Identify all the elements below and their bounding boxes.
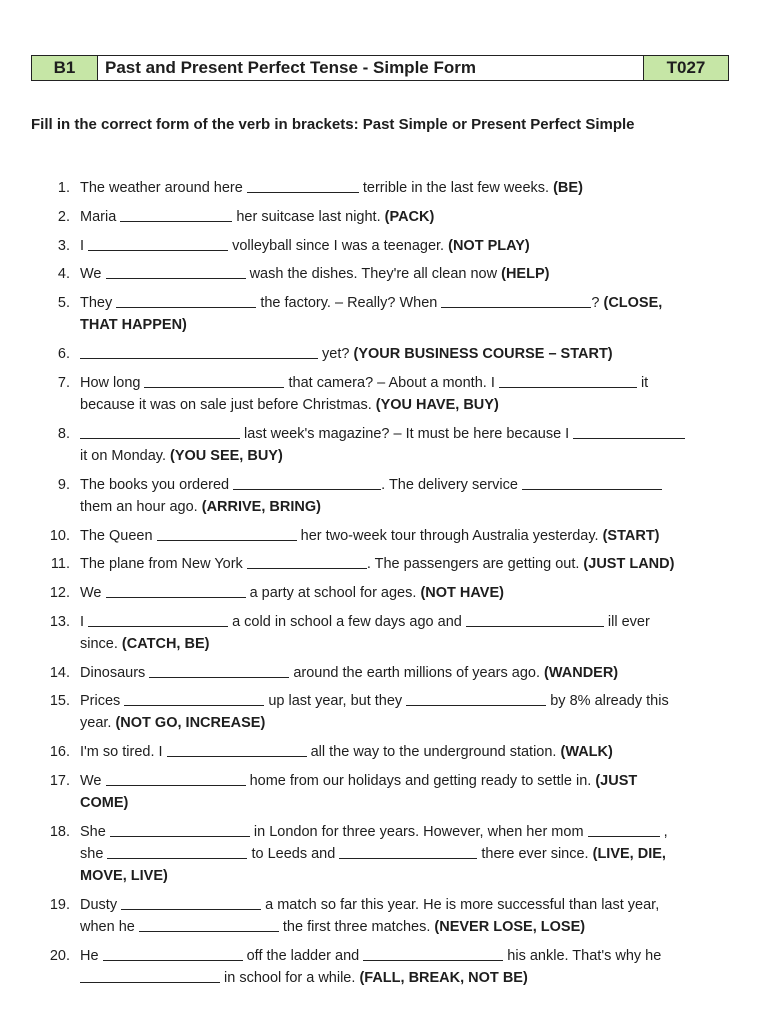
verb-hint: (PACK) [384, 209, 435, 225]
verb-hint: (WANDER) [544, 665, 619, 681]
answer-blank[interactable] [110, 822, 250, 837]
answer-blank[interactable] [120, 207, 232, 222]
answer-blank[interactable] [588, 822, 660, 837]
answer-blank[interactable] [466, 612, 604, 627]
item-number: 9. [57, 477, 70, 493]
item-number: 16. [49, 744, 70, 760]
worksheet-header-table [31, 55, 729, 81]
verb-hint: (NOT HAVE) [420, 585, 504, 601]
verb-hint: (NEVER LOSE, LOSE) [434, 919, 586, 935]
item-number: 17. [49, 773, 70, 789]
answer-blank[interactable] [124, 691, 264, 706]
item-number: 11. [50, 556, 70, 572]
item-number: 3. [57, 238, 70, 254]
answer-blank[interactable] [80, 968, 220, 983]
answer-blank[interactable] [107, 844, 247, 859]
worksheet-code: T027 [644, 56, 728, 80]
answer-blank[interactable] [106, 583, 246, 598]
verb-hint: (NOT GO, INCREASE) [115, 715, 266, 731]
answer-blank[interactable] [149, 663, 289, 678]
item-number: 4. [57, 266, 70, 282]
answer-blank[interactable] [80, 344, 318, 359]
item-number: 10. [49, 528, 70, 544]
answer-blank[interactable] [106, 771, 246, 786]
verb-hint: MOVE, LIVE) [80, 868, 168, 884]
item-number: 19. [49, 897, 70, 913]
verb-hint: (JUST LAND) [583, 556, 675, 572]
item-number: 7. [57, 375, 70, 391]
answer-blank[interactable] [406, 691, 546, 706]
verb-hint: (BE) [553, 180, 583, 196]
verb-hint: (WALK) [560, 744, 613, 760]
item-number: 13. [49, 614, 70, 630]
answer-blank[interactable] [139, 917, 279, 932]
item-number: 20. [49, 948, 70, 964]
answer-blank[interactable] [88, 236, 228, 251]
verb-hint: (FALL, BREAK, NOT BE) [359, 970, 528, 986]
item-number: 1. [57, 180, 70, 196]
item-number: 2. [57, 209, 70, 225]
verb-hint: (ARRIVE, BRING) [201, 499, 321, 515]
verb-hint: (START) [602, 528, 660, 544]
answer-blank[interactable] [106, 264, 246, 279]
answer-blank[interactable] [121, 895, 261, 910]
worksheet-title: Past and Present Perfect Tense - Simple Form [98, 56, 644, 80]
item-number: 5. [57, 295, 70, 311]
item-number: 8. [57, 426, 70, 442]
answer-blank[interactable] [573, 424, 685, 439]
item-number: 12. [49, 585, 70, 601]
verb-hint: (CATCH, BE) [121, 636, 210, 652]
answer-blank[interactable] [144, 373, 284, 388]
answer-blank[interactable] [167, 742, 307, 757]
verb-hint: (YOU HAVE, BUY) [375, 397, 499, 413]
verb-hint: (NOT PLAY) [448, 238, 530, 254]
answer-blank[interactable] [233, 475, 381, 490]
verb-hint: (HELP) [501, 266, 550, 282]
verb-hint: (YOU SEE, BUY) [170, 448, 283, 464]
answer-blank[interactable] [441, 293, 591, 308]
item-number: 6. [57, 346, 70, 362]
answer-blank[interactable] [247, 554, 367, 569]
answer-blank[interactable] [499, 373, 637, 388]
verb-hint: COME) [80, 795, 129, 811]
level-cell: B1 [32, 56, 98, 80]
verb-hint: (YOUR BUSINESS COURSE – START) [353, 346, 613, 362]
verb-hint: (JUST [595, 773, 638, 789]
verb-hint: (LIVE, DIE, [592, 846, 666, 862]
answer-blank[interactable] [88, 612, 228, 627]
answer-blank[interactable] [103, 946, 243, 961]
item-number: 18. [49, 824, 70, 840]
answer-blank[interactable] [522, 475, 662, 490]
answer-blank[interactable] [80, 424, 240, 439]
item-number: 15. [49, 693, 70, 709]
answer-blank[interactable] [339, 844, 477, 859]
answer-blank[interactable] [116, 293, 256, 308]
worksheet-page: B1 Past and Present Perfect Tense - Simple Form T027 Fill in the correct form of the verb in brackets: Past Simple or Present Perfect Simple 1. The weather around here terrible in the last few weeks. (BE) 2. Maria her suitcase last night. (PACK) 3. I volleyball since I was a teenager. (NOT PLAY) 4. We wash the dishes. They're all clean now (HELP) 5. They the factory. – Really? When ? (CLOSE, THAT HAPPEN) 6. yet? (YOUR BUSINESS COURSE – START) 7. How long that camera? – About a month. I it because it was on sale just before Christmas. (YOU HAVE, BUY) 8. last week's magazine? – It must be here because I it on Monday. (YOU SEE, BUY) 9. The books you ordered . The delivery service them an hour ago. (ARRIVE, BRING) 10. The Queen her two-week tour through Australia yesterday. (START) 11. The plane from New York . The passengers are getting out. (JUST LAND) 12. We a party at school for ages. (NOT HAVE) 13. I a cold in school a few days ago and ill ever since. (CATCH, BE) 14. Dinosaurs around the earth millions of years ago. (WANDER) 15. Prices up last year, but they by 8% already this year. (NOT GO, INCREASE) 16. I'm so tired. I all the way to the underground station. (WALK) 17. We home from our holidays and getting ready to settle in. (JUST COME) 18. She in London for three years. However, when her mom , she to Leeds and there ever since. (LIVE, DIE, MOVE, LIVE) 19. Dusty a match so far this year. He is more successful than last year, when he the first three matches. (NEVER LOSE, LOSE) 20. He off the ladder and his ankle. That's why he in school for a while. (FALL, BREAK, NOT BE) [0, 0, 768, 1024]
answer-blank[interactable] [157, 526, 297, 541]
item-number: 14. [49, 665, 70, 681]
verb-hint: (CLOSE, [603, 295, 663, 311]
verb-hint: THAT HAPPEN) [80, 317, 187, 333]
instruction-text: Fill in the correct form of the verb in brackets: Past Simple or Present Perfect Simple [31, 116, 635, 133]
answer-blank[interactable] [363, 946, 503, 961]
answer-blank[interactable] [247, 178, 359, 193]
